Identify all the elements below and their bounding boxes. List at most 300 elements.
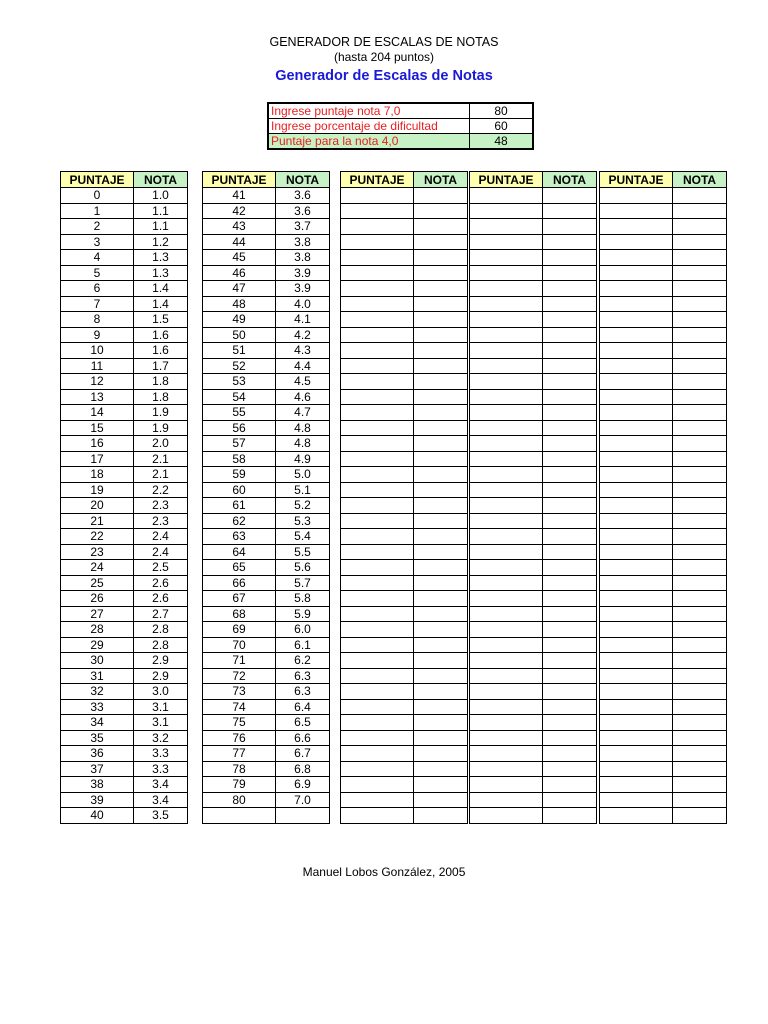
grade-cell (543, 203, 597, 219)
score-cell: 32 (61, 684, 134, 700)
score-cell: 26 (61, 591, 134, 607)
score-cell: 47 (203, 281, 276, 297)
score-cell (203, 808, 276, 824)
score-cell (470, 746, 543, 762)
grade-cell (543, 637, 597, 653)
table-row (203, 374, 330, 390)
grade-cell: 4.5 (276, 374, 330, 390)
table-row (470, 761, 597, 777)
table-row (61, 389, 188, 405)
table-row (341, 668, 468, 684)
score-cell (341, 219, 414, 235)
grade-cell: 4.8 (276, 436, 330, 452)
score-cell (341, 389, 414, 405)
table-row (341, 420, 468, 436)
score-cell (341, 808, 414, 824)
score-cell (341, 591, 414, 607)
score-cell (470, 637, 543, 653)
score-cell: 18 (61, 467, 134, 483)
score-cell (341, 436, 414, 452)
table-row (203, 188, 330, 204)
score-cell (470, 219, 543, 235)
grade-cell (414, 343, 468, 359)
score-cell (600, 265, 673, 281)
table-row (341, 203, 468, 219)
grade-cell: 2.4 (134, 529, 188, 545)
score-cell: 16 (61, 436, 134, 452)
table-row (61, 188, 188, 204)
table-row (470, 637, 597, 653)
grade-cell: 3.8 (276, 250, 330, 266)
score-cell: 80 (203, 792, 276, 808)
table-row (600, 591, 727, 607)
table-row (61, 219, 188, 235)
table-row (600, 498, 727, 514)
grade-cell: 3.3 (134, 761, 188, 777)
table-row (470, 482, 597, 498)
grade-cell (414, 529, 468, 545)
grade-cell (414, 808, 468, 824)
table-row (203, 761, 330, 777)
score-cell: 68 (203, 606, 276, 622)
score-cell (470, 668, 543, 684)
score-cell: 35 (61, 730, 134, 746)
score-cell: 29 (61, 637, 134, 653)
grade-cell: 3.8 (276, 234, 330, 250)
score-cell: 70 (203, 637, 276, 653)
table-row (203, 560, 330, 576)
table-row (470, 668, 597, 684)
score-cell: 25 (61, 575, 134, 591)
table-row (203, 544, 330, 560)
table-row (61, 606, 188, 622)
score-cell: 48 (203, 296, 276, 312)
grade-cell (673, 513, 727, 529)
grade-cell (543, 730, 597, 746)
table-row (61, 296, 188, 312)
score-cell (470, 808, 543, 824)
grade-cell (673, 374, 727, 390)
grade-cell (414, 358, 468, 374)
table-row (61, 467, 188, 483)
score-cell (341, 234, 414, 250)
score-cell (341, 312, 414, 328)
grade-cell (673, 436, 727, 452)
grade-cell: 1.7 (134, 358, 188, 374)
table-row (61, 498, 188, 514)
table-row (600, 792, 727, 808)
score-cell: 73 (203, 684, 276, 700)
grade-cell (543, 358, 597, 374)
grade-cell (414, 761, 468, 777)
grade-cell: 3.9 (276, 265, 330, 281)
column-header-puntaje: PUNTAJE (600, 172, 673, 188)
score-cell (600, 343, 673, 359)
grade-cell (414, 420, 468, 436)
grade-cell: 2.9 (134, 653, 188, 669)
column-header-puntaje: PUNTAJE (203, 172, 276, 188)
grade-cell (543, 653, 597, 669)
grade-cell (414, 730, 468, 746)
grade-cell: 2.4 (134, 544, 188, 560)
table-row (470, 374, 597, 390)
table-row (600, 637, 727, 653)
table-row (470, 792, 597, 808)
score-cell: 51 (203, 343, 276, 359)
grade-cell (414, 234, 468, 250)
score-cell: 28 (61, 622, 134, 638)
grade-cell (673, 777, 727, 793)
score-cell (341, 498, 414, 514)
score-cell (341, 746, 414, 762)
table-row (61, 699, 188, 715)
score-cell: 54 (203, 389, 276, 405)
grade-cell (414, 715, 468, 731)
grade-cell (673, 451, 727, 467)
table-row (341, 389, 468, 405)
score-cell (470, 684, 543, 700)
table-row (203, 250, 330, 266)
table-row (341, 281, 468, 297)
grade-cell: 3.3 (134, 746, 188, 762)
grade-cell: 3.6 (276, 203, 330, 219)
score-cell: 58 (203, 451, 276, 467)
table-row (470, 544, 597, 560)
grade-cell: 4.7 (276, 405, 330, 421)
table-row (203, 777, 330, 793)
param-label-difficulty: Ingrese porcentaje de dificultad (268, 119, 470, 134)
score-cell: 23 (61, 544, 134, 560)
score-cell: 12 (61, 374, 134, 390)
table-row (341, 482, 468, 498)
grade-cell (543, 513, 597, 529)
table-row (61, 637, 188, 653)
score-cell (341, 513, 414, 529)
table-row (203, 482, 330, 498)
score-cell: 36 (61, 746, 134, 762)
table-row (600, 343, 727, 359)
grade-cell: 3.7 (276, 219, 330, 235)
score-cell: 7 (61, 296, 134, 312)
grade-cell: 6.4 (276, 699, 330, 715)
score-cell (600, 761, 673, 777)
grade-cell (414, 296, 468, 312)
table-row (61, 575, 188, 591)
grade-cell: 3.0 (134, 684, 188, 700)
score-cell: 8 (61, 312, 134, 328)
score-cell: 44 (203, 234, 276, 250)
score-cell (600, 451, 673, 467)
grade-cell: 2.6 (134, 591, 188, 607)
score-cell: 43 (203, 219, 276, 235)
table-row (600, 777, 727, 793)
param-input-difficulty[interactable]: 60 (470, 119, 534, 134)
table-row (600, 374, 727, 390)
table-row (203, 575, 330, 591)
table-row (600, 436, 727, 452)
score-cell: 56 (203, 420, 276, 436)
grade-cell: 4.4 (276, 358, 330, 374)
grade-cell (673, 327, 727, 343)
score-cell: 3 (61, 234, 134, 250)
score-cell (600, 606, 673, 622)
grade-cell: 1.1 (134, 219, 188, 235)
score-cell (600, 529, 673, 545)
score-cell (341, 529, 414, 545)
table-row (470, 529, 597, 545)
score-cell (600, 312, 673, 328)
table-row (203, 653, 330, 669)
grade-cell (673, 234, 727, 250)
table-row (203, 327, 330, 343)
table-row (341, 591, 468, 607)
grade-cell (673, 746, 727, 762)
grade-cell (543, 746, 597, 762)
table-row (203, 684, 330, 700)
grade-cell: 6.5 (276, 715, 330, 731)
score-cell (470, 312, 543, 328)
grade-cell (543, 560, 597, 576)
score-cell (470, 327, 543, 343)
score-cell: 24 (61, 560, 134, 576)
grade-cell: 3.1 (134, 699, 188, 715)
grade-cell: 2.2 (134, 482, 188, 498)
table-row (61, 327, 188, 343)
grade-cell: 1.8 (134, 374, 188, 390)
score-cell (341, 544, 414, 560)
score-cell (600, 653, 673, 669)
grade-cell: 3.2 (134, 730, 188, 746)
grade-cell (414, 637, 468, 653)
grade-cell: 1.5 (134, 312, 188, 328)
table-row (470, 715, 597, 731)
grade-cell (543, 777, 597, 793)
grade-cell (414, 312, 468, 328)
table-row (470, 358, 597, 374)
table-row (341, 715, 468, 731)
table-row (203, 637, 330, 653)
score-cell (341, 637, 414, 653)
grade-cell: 1.2 (134, 234, 188, 250)
table-row (341, 808, 468, 824)
score-cell: 45 (203, 250, 276, 266)
grade-cell: 1.4 (134, 281, 188, 297)
param-input-max-score[interactable]: 80 (470, 103, 534, 119)
grade-cell: 6.7 (276, 746, 330, 762)
table-row (470, 219, 597, 235)
table-row (203, 420, 330, 436)
grade-cell: 5.3 (276, 513, 330, 529)
grade-cell (414, 389, 468, 405)
grade-cell (673, 730, 727, 746)
table-row (600, 808, 727, 824)
score-cell: 49 (203, 312, 276, 328)
score-cell: 78 (203, 761, 276, 777)
table-row (61, 792, 188, 808)
grade-cell: 2.3 (134, 513, 188, 529)
grade-cell: 1.9 (134, 405, 188, 421)
table-row (61, 668, 188, 684)
table-row (203, 436, 330, 452)
table-row (61, 653, 188, 669)
grade-cell (543, 219, 597, 235)
grade-cell (414, 467, 468, 483)
grade-cell: 5.4 (276, 529, 330, 545)
table-row (470, 684, 597, 700)
grade-cell: 4.8 (276, 420, 330, 436)
grade-cell (543, 715, 597, 731)
grade-cell (414, 219, 468, 235)
table-row (203, 606, 330, 622)
table-row (61, 777, 188, 793)
score-cell: 22 (61, 529, 134, 545)
table-row (470, 467, 597, 483)
score-cell: 77 (203, 746, 276, 762)
grade-cell (543, 761, 597, 777)
score-cell (470, 777, 543, 793)
score-cell (470, 281, 543, 297)
table-row (203, 234, 330, 250)
score-cell (600, 808, 673, 824)
table-row (470, 575, 597, 591)
document-subtitle: (hasta 204 puntos) (333, 50, 435, 64)
table-row (61, 730, 188, 746)
score-cell (470, 296, 543, 312)
score-cell (341, 730, 414, 746)
table-row (341, 467, 468, 483)
grade-cell: 6.8 (276, 761, 330, 777)
table-row (341, 250, 468, 266)
table-row (341, 637, 468, 653)
grade-cell (543, 327, 597, 343)
grade-cell: 3.4 (134, 777, 188, 793)
table-row (470, 746, 597, 762)
table-row (600, 405, 727, 421)
grade-cell: 2.6 (134, 575, 188, 591)
grade-cell (673, 405, 727, 421)
grade-cell (673, 637, 727, 653)
score-cell (470, 234, 543, 250)
grade-cell: 1.3 (134, 250, 188, 266)
table-row (470, 234, 597, 250)
grade-table-2 (202, 171, 330, 824)
grade-cell: 6.9 (276, 777, 330, 793)
grade-cell: 6.2 (276, 653, 330, 669)
table-row (470, 560, 597, 576)
score-cell: 79 (203, 777, 276, 793)
grade-cell (414, 513, 468, 529)
grade-cell: 6.3 (276, 684, 330, 700)
table-row (61, 343, 188, 359)
score-cell (341, 622, 414, 638)
grade-cell (414, 374, 468, 390)
grade-cell: 2.1 (134, 467, 188, 483)
score-cell (470, 250, 543, 266)
table-row (61, 374, 188, 390)
grade-cell: 5.9 (276, 606, 330, 622)
table-row (341, 188, 468, 204)
header-row (470, 172, 597, 188)
grade-cell (673, 761, 727, 777)
table-row (203, 591, 330, 607)
grade-cell: 5.6 (276, 560, 330, 576)
score-cell: 27 (61, 606, 134, 622)
parameters-table (267, 102, 534, 150)
table-row (470, 777, 597, 793)
grade-cell: 5.7 (276, 575, 330, 591)
grade-cell (673, 203, 727, 219)
table-row (341, 746, 468, 762)
grade-cell: 4.6 (276, 389, 330, 405)
grade-cell (414, 405, 468, 421)
score-cell (341, 203, 414, 219)
grade-cell (673, 265, 727, 281)
table-row (600, 575, 727, 591)
grade-cell (543, 188, 597, 204)
grade-cell (543, 668, 597, 684)
score-cell (341, 265, 414, 281)
grade-cell: 4.2 (276, 327, 330, 343)
grade-cell (543, 467, 597, 483)
score-cell (470, 653, 543, 669)
score-cell: 55 (203, 405, 276, 421)
score-cell (470, 498, 543, 514)
score-cell (470, 622, 543, 638)
score-cell: 20 (61, 498, 134, 514)
column-header-puntaje: PUNTAJE (61, 172, 134, 188)
header-row (341, 172, 468, 188)
score-cell (600, 591, 673, 607)
table-row (600, 358, 727, 374)
grade-cell (673, 343, 727, 359)
grade-cell: 6.3 (276, 668, 330, 684)
grade-cell (414, 498, 468, 514)
table-row (203, 622, 330, 638)
grade-cell: 3.4 (134, 792, 188, 808)
table-row (600, 746, 727, 762)
score-cell: 75 (203, 715, 276, 731)
grade-cell (543, 312, 597, 328)
score-cell (470, 203, 543, 219)
table-row (341, 451, 468, 467)
table-row (600, 203, 727, 219)
footer-author: Manuel Lobos González, 2005 (302, 865, 466, 879)
score-cell (470, 591, 543, 607)
score-cell (341, 343, 414, 359)
table-row (341, 684, 468, 700)
score-cell: 59 (203, 467, 276, 483)
score-cell (600, 405, 673, 421)
grade-cell (673, 560, 727, 576)
grade-cell: 1.9 (134, 420, 188, 436)
grade-cell (673, 591, 727, 607)
score-cell: 74 (203, 699, 276, 715)
score-cell (600, 699, 673, 715)
table-row (203, 467, 330, 483)
grade-cell (673, 529, 727, 545)
table-row (600, 529, 727, 545)
grade-cell (414, 482, 468, 498)
grade-cell (414, 668, 468, 684)
table-row (341, 265, 468, 281)
table-row (203, 389, 330, 405)
grade-cell (414, 653, 468, 669)
score-cell: 50 (203, 327, 276, 343)
table-row (61, 761, 188, 777)
score-cell (341, 715, 414, 731)
grade-cell (673, 389, 727, 405)
grade-cell: 2.3 (134, 498, 188, 514)
